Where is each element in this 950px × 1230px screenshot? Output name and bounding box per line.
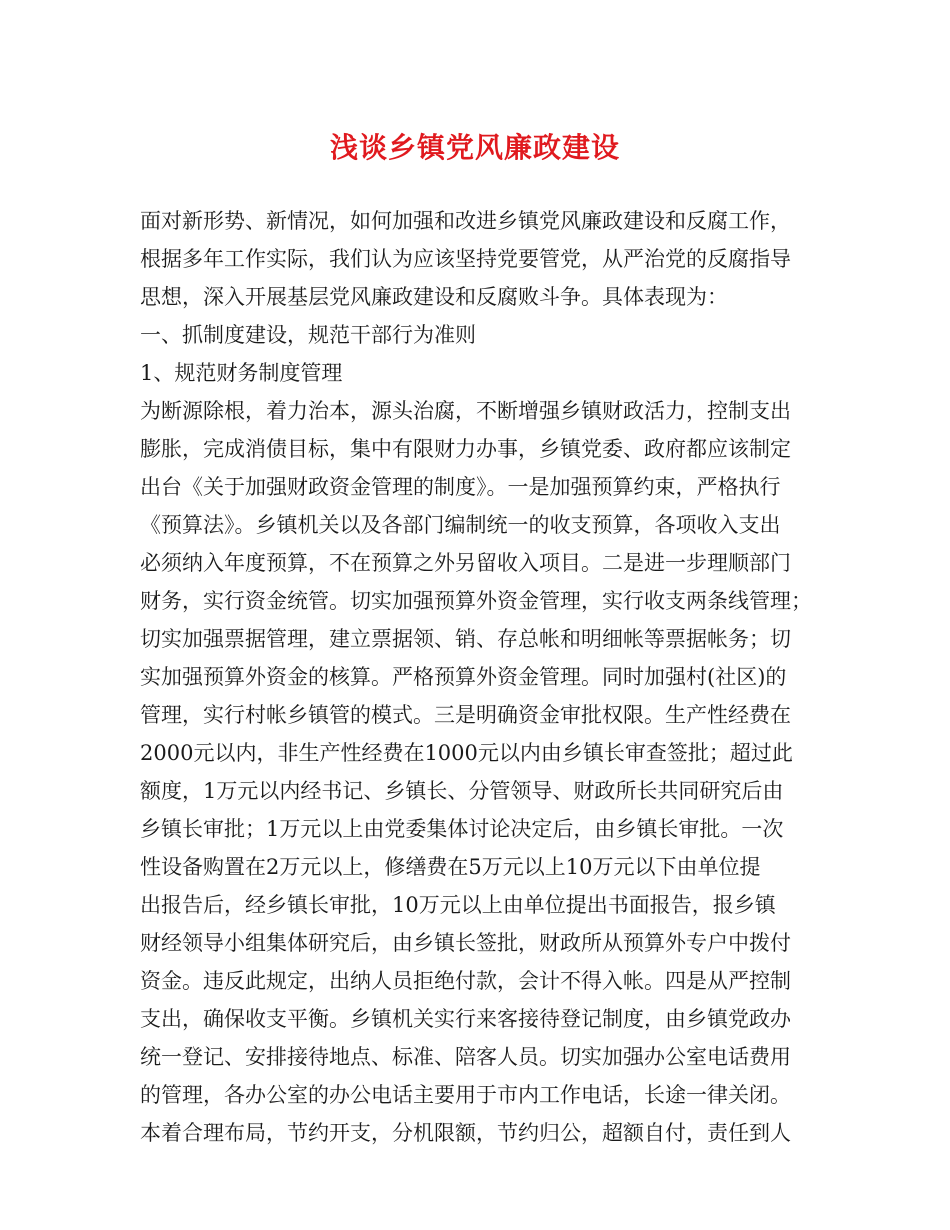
text-line: 乡镇长审批；1万元以上由党委集体讨论决定后，由乡镇长审批。一次 xyxy=(140,817,784,841)
text-line: 膨胀，完成消债目标，集中有限财力办事，乡镇党委、政府都应该制定 xyxy=(140,437,791,461)
text-line: 根据多年工作实际，我们认为应该坚持党要管党，从严治党的反腐指导 xyxy=(140,247,791,271)
document-title: 浅谈乡镇党风廉政建设 xyxy=(329,131,620,164)
text-line: 面对新形势、新情况，如何加强和改进乡镇党风廉政建设和反腐工作， xyxy=(140,209,791,233)
text-line: 财经领导小组集体研究后，由乡镇长签批，财政所从预算外专户中拨付 xyxy=(140,931,791,955)
text-line: 出报告后，经乡镇长审批，10万元以上由单位提出书面报告，报乡镇 xyxy=(140,893,776,917)
text-line: 2000元以内，非生产性经费在1000元以内由乡镇长审查签批；超过此 xyxy=(140,741,793,765)
text-line: 统一登记、安排接待地点、标准、陪客人员。切实加强办公室电话费用 xyxy=(140,1045,791,1069)
text-line: 本着合理布局，节约开支，分机限额，节约归公，超额自付，责任到人 xyxy=(140,1121,791,1145)
text-line: 思想，深入开展基层党风廉政建设和反腐败斗争。具体表现为： xyxy=(140,285,728,309)
text-line: 的管理，各办公室的办公电话主要用于市内工作电话，长途一律关闭。 xyxy=(140,1083,791,1107)
text-line: 管理，实行村帐乡镇管的模式。三是明确资金审批权限。生产性经费在 xyxy=(140,703,791,727)
text-line: 资金。违反此规定，出纳人员拒绝付款，会计不得入帐。四是从严控制 xyxy=(140,969,791,993)
text-line: 为断源除根，着力治本，源头治腐，不断增强乡镇财政活力，控制支出 xyxy=(140,399,791,423)
text-line: 切实加强票据管理，建立票据领、销、存总帐和明细帐等票据帐务；切 xyxy=(140,627,791,651)
text-line: 性设备购置在2万元以上，修缮费在5万元以上10万元以下由单位提 xyxy=(140,855,761,879)
text-line: 额度，1万元以内经书记、乡镇长、分管领导、财政所长共同研究后由 xyxy=(140,779,784,803)
text-line: 出台《关于加强财政资金管理的制度》。一是加强预算约束，严格执行 xyxy=(140,475,781,499)
document-body xyxy=(140,202,840,1152)
text-line: 实加强预算外资金的核算。严格预算外资金管理。同时加强村(社区)的 xyxy=(140,665,787,689)
section-heading: 一、抓制度建设，规范干部行为准则 xyxy=(140,323,476,347)
subsection-heading: 1、规范财务制度管理 xyxy=(140,361,343,385)
text-line: 财务，实行资金统管。切实加强预算外资金管理，实行收支两条线管理； xyxy=(140,589,812,613)
text-line: 必须纳入年度预算，不在预算之外另留收入项目。二是进一步理顺部门 xyxy=(140,551,791,575)
text-line: 支出，确保收支平衡。乡镇机关实行来客接待登记制度，由乡镇党政办 xyxy=(140,1007,791,1031)
text-line: 《预算法》。乡镇机关以及各部门编制统一的收支预算，各项收入支出 xyxy=(140,513,781,537)
